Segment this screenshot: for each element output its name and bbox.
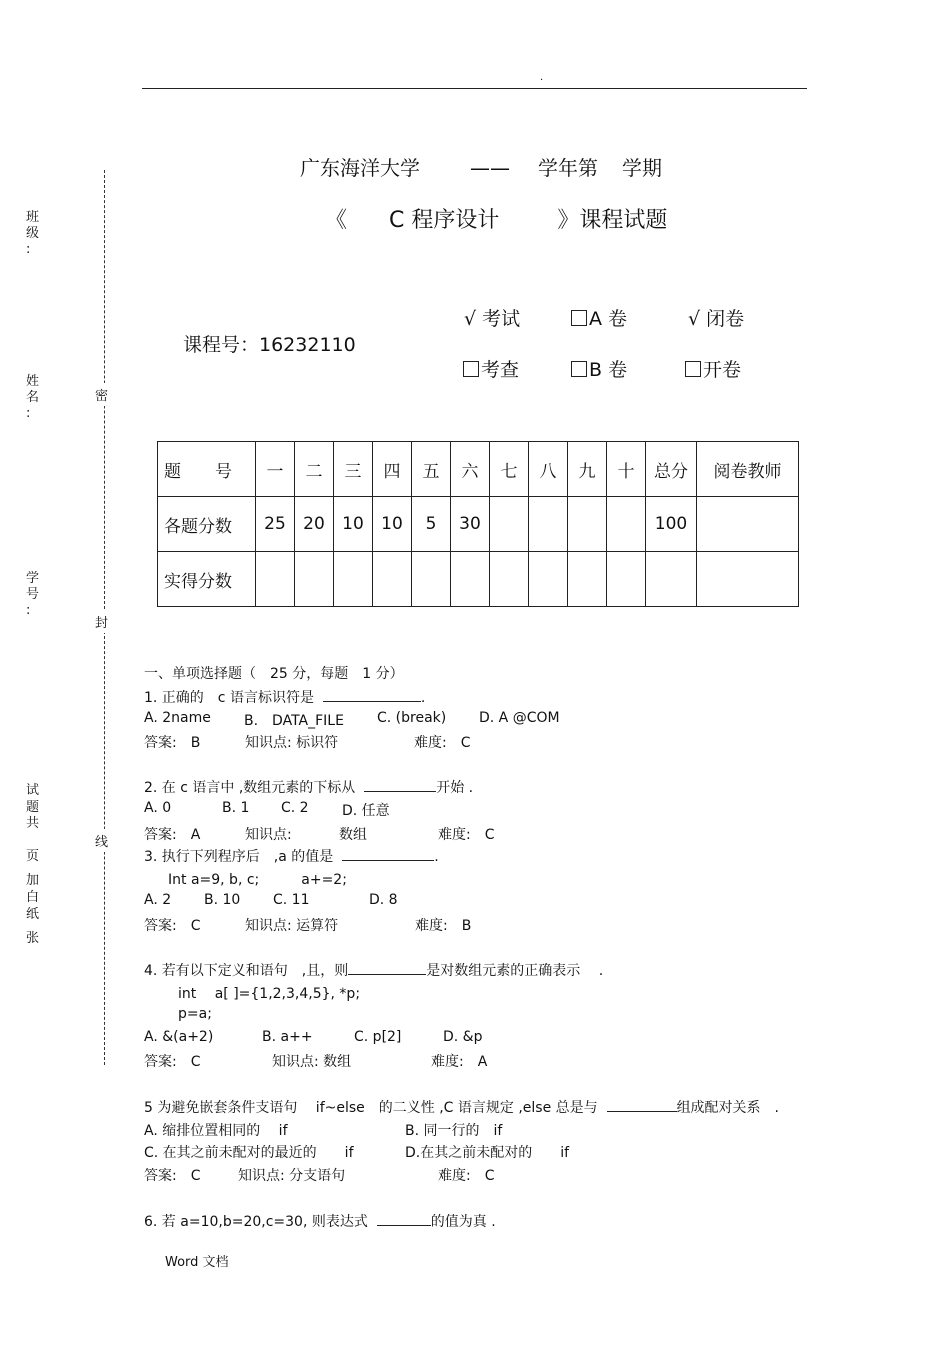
table-cell: 10 <box>334 497 373 552</box>
question-1-difficulty: 难度: C <box>414 735 471 751</box>
question-3-option-d: D. 8 <box>369 892 398 908</box>
question-1-option-d: D. A @COM <box>479 710 560 726</box>
question-1-knowledge: 知识点: 标识符 <box>245 735 339 751</box>
question-5-answer: 答案: C <box>144 1168 201 1184</box>
checkbox-icon <box>463 361 479 377</box>
table-cell: 三 <box>334 442 373 497</box>
table-cell: 八 <box>529 442 568 497</box>
score-table-points-row <box>158 497 799 552</box>
question-2-knowledge: 知识点: <box>245 827 292 843</box>
question-1-stem: 1. 正确的 c 语言标识符是 . <box>144 687 425 707</box>
table-cell <box>607 552 646 607</box>
checkbox-icon <box>685 361 701 377</box>
table-cell: 题 号 <box>158 442 256 497</box>
answer-blank <box>364 777 436 792</box>
table-cell: 四 <box>373 442 412 497</box>
question-2-option-b: B. 1 <box>222 800 250 816</box>
student-id-label: 学 号 : <box>26 571 40 618</box>
exam-title-line1: 广东海洋大学 —— 学年第 学期 <box>300 156 662 180</box>
question-4-option-c: C. p[2] <box>354 1029 402 1045</box>
table-cell: 阅卷教师 <box>697 442 799 497</box>
table-cell <box>412 552 451 607</box>
question-3-stem: 3. 执行下列程序后 ,a 的值是 . <box>144 846 439 866</box>
table-cell <box>490 552 529 607</box>
score-table-got-row <box>158 552 799 607</box>
answer-blank <box>342 846 434 861</box>
seal-char-mi: 密 <box>95 383 108 406</box>
table-cell <box>697 497 799 552</box>
question-2-difficulty: 难度: C <box>438 827 495 843</box>
exam-title-line2: 《 C 程序设计 》课程试题 <box>325 208 668 233</box>
table-cell: 各题分数 <box>158 497 256 552</box>
section-heading: 一、单项选择题（ 25 分，每题 1 分） <box>144 666 404 682</box>
question-1-option-c: C. (break) <box>377 710 447 726</box>
table-cell <box>256 552 295 607</box>
question-5-option-c: C. 在其之前未配对的最近的 if <box>144 1145 354 1161</box>
table-cell <box>646 552 697 607</box>
header-dot: . <box>540 72 544 83</box>
option-exam: √ 考试 <box>464 308 521 330</box>
question-1-option-a: A. 2name <box>144 710 211 726</box>
footer-label: Word 文档 <box>165 1255 229 1270</box>
table-cell: 一 <box>256 442 295 497</box>
question-3-difficulty: 难度: B <box>415 918 472 934</box>
question-4-option-a: A. &(a+2) <box>144 1029 214 1045</box>
table-cell <box>697 552 799 607</box>
table-cell: 10 <box>373 497 412 552</box>
table-cell: 实得分数 <box>158 552 256 607</box>
question-2-stem: 2. 在 c 语言中 ,数组元素的下标从 开始 . <box>144 777 473 797</box>
answer-blank <box>607 1097 677 1112</box>
option-check: 考查 <box>463 355 519 382</box>
question-2-option-c: C. 2 <box>281 800 309 816</box>
table-cell <box>334 552 373 607</box>
table-cell: 20 <box>295 497 334 552</box>
question-4-option-b: B. a++ <box>262 1029 313 1045</box>
question-4-knowledge: 知识点: 数组 <box>272 1054 352 1070</box>
seal-char-xian: 线 <box>95 829 108 852</box>
question-3-answer: 答案: C <box>144 918 201 934</box>
checkbox-icon <box>571 361 587 377</box>
table-cell <box>607 497 646 552</box>
table-cell <box>529 497 568 552</box>
question-3-knowledge: 知识点: 运算符 <box>245 918 339 934</box>
question-5-stem: 5 为避免嵌套条件支语句 if~else 的二义性 ,C 语言规定 ,else 总是与 组成配对关系 . <box>144 1097 779 1117</box>
checkbox-icon <box>571 310 587 326</box>
table-cell: 5 <box>412 497 451 552</box>
table-cell: 六 <box>451 442 490 497</box>
question-3-option-a: A. 2 <box>144 892 172 908</box>
table-cell <box>490 497 529 552</box>
question-4-stem: 4. 若有以下定义和语句 ,且，则 是对数组元素的正确表示 . <box>144 960 603 980</box>
question-1-option-b: B. DATA_FILE <box>244 713 344 729</box>
table-cell: 五 <box>412 442 451 497</box>
question-4-difficulty: 难度: A <box>431 1054 488 1070</box>
question-3-option-b: B. 10 <box>204 892 241 908</box>
table-cell <box>451 552 490 607</box>
name-label: 姓 名 : <box>26 374 40 421</box>
question-5-option-a: A. 缩排位置相同的 if <box>144 1123 288 1139</box>
extra-pages-label: 试 题 共 页 加 白 纸 张 <box>26 783 40 947</box>
question-4-code-line2: p=a; <box>178 1006 212 1022</box>
question-2-knowledge-value: 数组 <box>339 827 367 843</box>
table-cell: 总分 <box>646 442 697 497</box>
option-paper-b: B 卷 <box>571 355 627 382</box>
option-open-book: 开卷 <box>685 355 741 382</box>
class-label: 班 级 : <box>26 210 40 257</box>
table-cell <box>568 552 607 607</box>
table-cell <box>295 552 334 607</box>
table-cell <box>568 497 607 552</box>
seal-char-feng: 封 <box>95 610 108 633</box>
question-5-knowledge: 知识点: 分支语句 <box>238 1168 346 1184</box>
score-table <box>157 441 799 607</box>
question-2-option-a: A. 0 <box>144 800 172 816</box>
question-2-option-d: D. 任意 <box>342 803 390 819</box>
question-3-code: Int a=9, b, c; a+=2; <box>168 872 347 888</box>
table-cell: 二 <box>295 442 334 497</box>
table-cell: 十 <box>607 442 646 497</box>
table-cell: 25 <box>256 497 295 552</box>
question-5-option-b: B. 同一行的 if <box>405 1123 503 1139</box>
question-1-answer: 答案: B <box>144 735 201 751</box>
table-cell: 九 <box>568 442 607 497</box>
question-4-code-line1: int a[ ]={1,2,3,4,5}, *p; <box>178 986 361 1002</box>
answer-blank <box>323 687 421 702</box>
question-4-answer: 答案: C <box>144 1054 201 1070</box>
table-cell <box>529 552 568 607</box>
course-number: 课程号：16232110 <box>183 334 356 356</box>
question-5-difficulty: 难度: C <box>438 1168 495 1184</box>
question-4-option-d: D. &p <box>443 1029 483 1045</box>
option-paper-a: A 卷 <box>571 304 627 331</box>
answer-blank <box>348 960 426 975</box>
answer-blank <box>377 1211 431 1226</box>
question-5-option-d: D.在其之前未配对的 if <box>405 1145 570 1161</box>
header-rule <box>142 88 807 89</box>
table-cell: 100 <box>646 497 697 552</box>
question-3-option-c: C. 11 <box>273 892 310 908</box>
score-table-header-row <box>158 442 799 497</box>
table-cell <box>373 552 412 607</box>
option-closed-book: √ 闭卷 <box>688 308 745 330</box>
table-cell: 30 <box>451 497 490 552</box>
question-2-answer: 答案: A <box>144 827 201 843</box>
table-cell: 七 <box>490 442 529 497</box>
question-6-stem: 6. 若 a=10,b=20,c=30, 则表达式 的值为真 . <box>144 1211 496 1231</box>
